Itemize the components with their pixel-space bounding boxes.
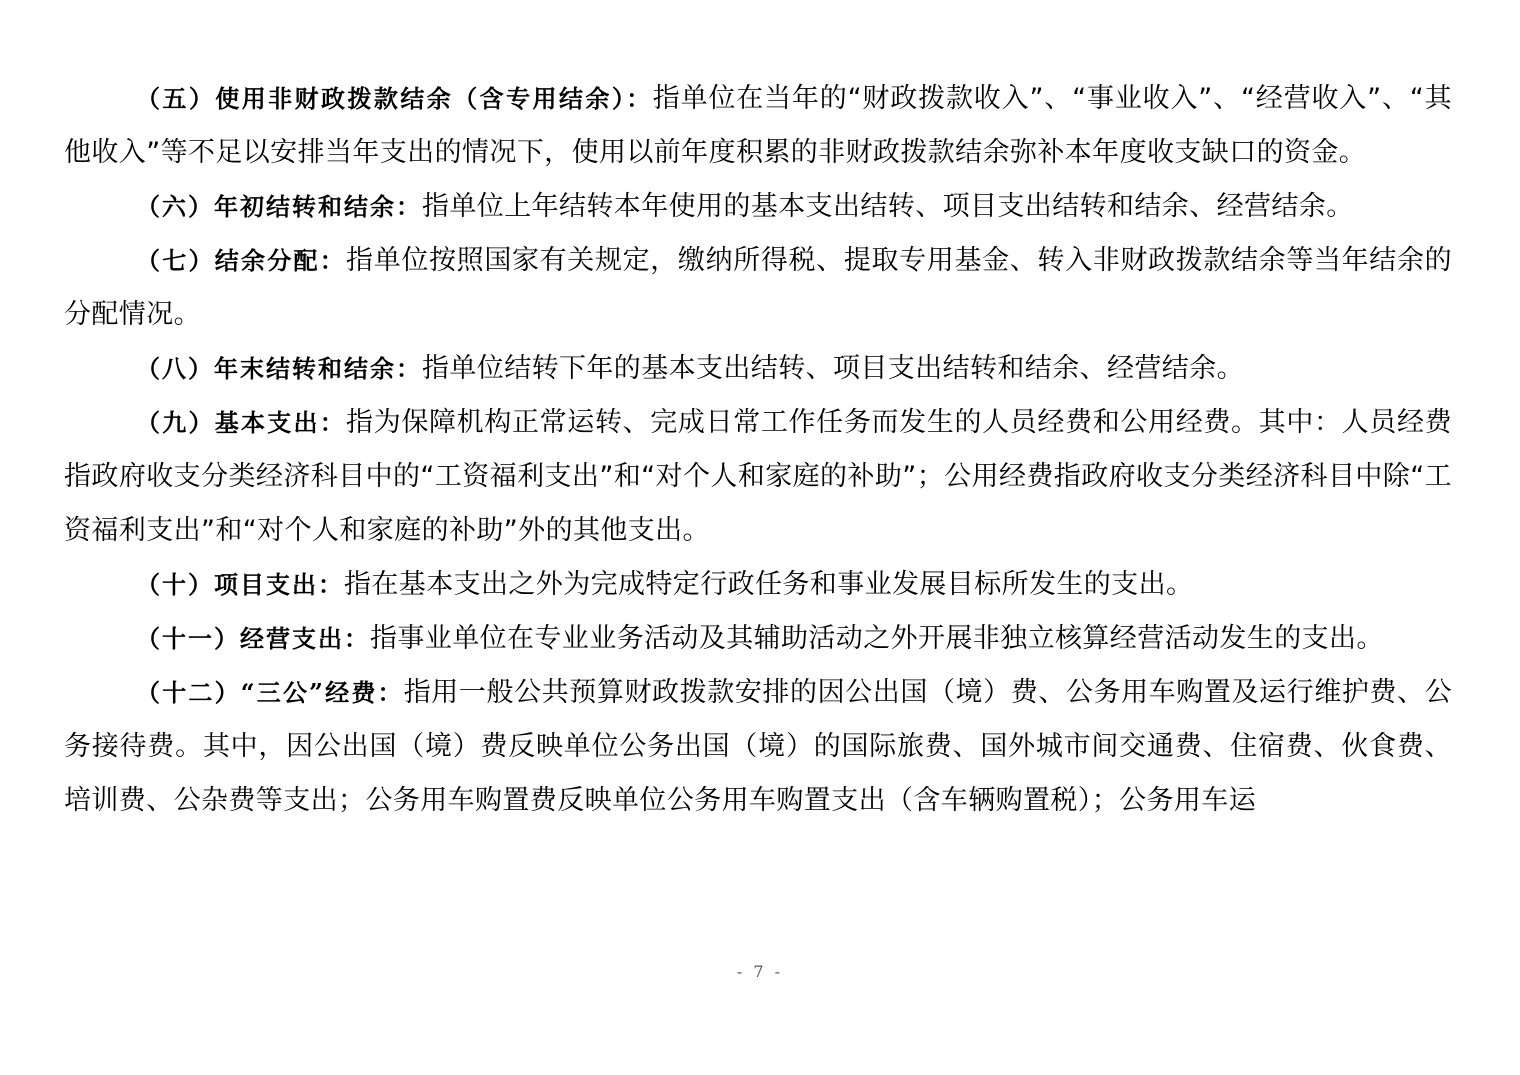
term-definition: 指在基本支出之外为完成特定行政任务和事业发展目标所发生的支出。 [344,569,1194,600]
page-number: - 7 - [736,962,784,981]
paragraph-5 [64,72,1452,180]
term-heading: （十二）“三公”经费： [136,678,404,707]
term-heading: （八）年末结转和结余： [136,354,422,383]
term-heading: （九）基本支出： [136,408,347,437]
paragraph-6 [64,180,1452,234]
paragraph-12 [64,666,1452,828]
paragraph-7 [64,234,1452,342]
term-heading: （十）项目支出： [136,570,344,599]
term-definition: 指单位按照国家有关规定，缴纳所得税、提取专用基金、转入非财政拨款结余等当年结余的分配情况。 [64,245,1453,330]
paragraph-11 [64,612,1452,666]
term-definition: 指用一般公共预算财政拨款安排的因公出国（境）费、公务用车购置及运行维护费、公务接待费。其中，因公出国（境）费反映单位公务出国（境）的国际旅费、国外城市间交通费、住宿费、伙食费、培训费、公杂费等支出；公务用车购置费反映单位公务用车购置支出（含车辆购置税）；公务用车运 [64,677,1452,816]
term-heading: （十一）经营支出： [136,624,370,653]
term-definition: 指单位上年结转本年使用的基本支出结转、项目支出结转和结余、经营结余。 [422,191,1354,222]
paragraph-10 [64,558,1452,612]
term-heading: （七）结余分配： [136,246,347,275]
term-definition: 指为保障机构正常运转、完成日常工作任务而发生的人员经费和公用经费。其中：人员经费指政府收支分类经济科目中的“工资福利支出”和“对个人和家庭的补助”；公用经费指政府收支分类经济科目中除“工资福利支出”和“对个人和家庭的补助”外的其他支出。 [64,407,1453,546]
term-definition: 指事业单位在专业业务活动及其辅助活动之外开展非独立核算经营活动发生的支出。 [370,623,1384,654]
term-heading: （五）使用非财政拨款结余（含专用结余）： [136,84,653,113]
paragraph-8 [64,342,1452,396]
paragraph-9 [64,396,1452,558]
term-definition: 指单位在当年的“财政拨款收入”、“事业收入”、“经营收入”、“其他收入”等不足以安排当年支出的情况下，使用以前年度积累的非财政拨款结余弥补本年度收支缺口的资金。 [64,83,1453,168]
term-heading: （六）年初结转和结余： [136,192,422,221]
document-body [64,72,1452,828]
term-definition: 指单位结转下年的基本支出结转、项目支出结转和结余、经营结余。 [422,353,1244,384]
